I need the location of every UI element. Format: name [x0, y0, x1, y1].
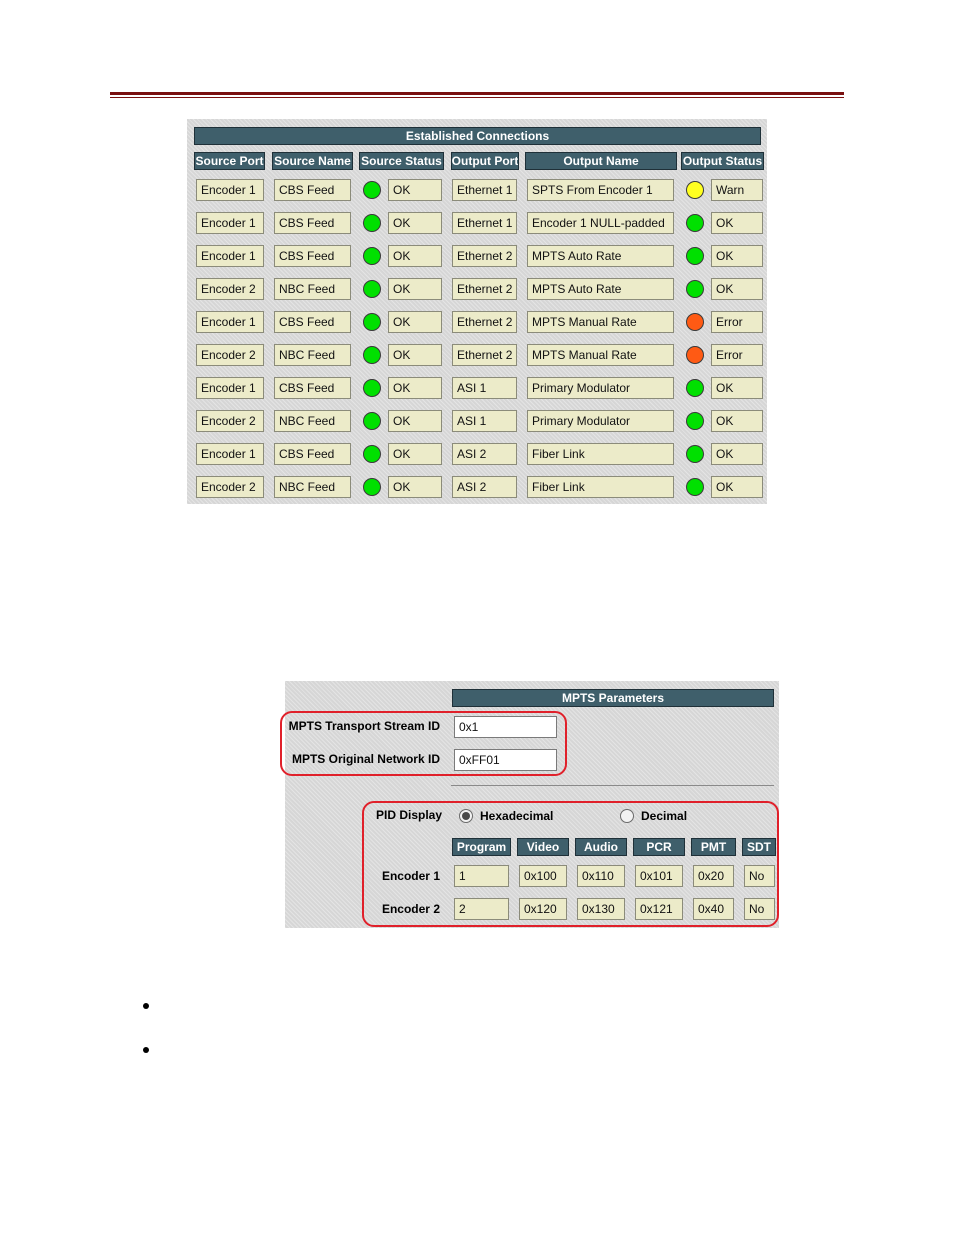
source-status-field: OK: [388, 476, 442, 498]
mpts-separator: [451, 785, 774, 786]
output-status-led-icon: [686, 247, 704, 265]
pid-pcr-field[interactable]: 0x101: [635, 865, 683, 887]
source-status-field: OK: [388, 212, 442, 234]
source-status-led-icon: [363, 379, 381, 397]
output-port-field: ASI 1: [452, 410, 517, 432]
source-status-led-icon: [363, 214, 381, 232]
pid-table-highlight: [362, 801, 779, 927]
pid-video-field[interactable]: 0x100: [519, 865, 567, 887]
transport-stream-id-input[interactable]: 0x1: [454, 716, 557, 738]
transport-stream-id-label: MPTS Transport Stream ID: [288, 719, 440, 733]
output-status-led-icon: [686, 214, 704, 232]
pid-video-field[interactable]: 0x120: [519, 898, 567, 920]
source-port-field: Encoder 2: [196, 278, 264, 300]
output-port-field: Ethernet 1: [452, 212, 517, 234]
source-port-field: Encoder 1: [196, 245, 264, 267]
column-header-output-status: Output Status: [682, 154, 763, 168]
original-network-id-input[interactable]: 0xFF01: [454, 749, 557, 771]
source-port-field: Encoder 1: [196, 179, 264, 201]
decimal-label: Decimal: [641, 809, 688, 823]
source-status-led-icon: [363, 346, 381, 364]
pid-pmt-field[interactable]: 0x40: [693, 898, 734, 920]
source-name-field: NBC Feed: [274, 344, 351, 366]
source-name-field: CBS Feed: [274, 443, 351, 465]
output-status-led-icon: [686, 445, 704, 463]
column-header-source-port: Source Port: [195, 154, 264, 168]
source-name-field: CBS Feed: [274, 179, 351, 201]
output-status-led-icon: [686, 346, 704, 364]
output-status-field: OK: [711, 443, 763, 465]
pid-column-header-pcr: PCR: [633, 838, 685, 856]
output-port-field: Ethernet 2: [452, 344, 517, 366]
pid-pmt-field[interactable]: 0x20: [693, 865, 734, 887]
source-name-field: NBC Feed: [274, 476, 351, 498]
source-port-field: Encoder 1: [196, 443, 264, 465]
pid-audio-field[interactable]: 0x110: [577, 865, 625, 887]
column-header-source-name: Source Name: [272, 152, 353, 170]
output-name-field: MPTS Auto Rate: [527, 278, 674, 300]
output-name-field: MPTS Manual Rate: [527, 344, 674, 366]
source-status-led-icon: [363, 313, 381, 331]
output-status-led-icon: [686, 412, 704, 430]
encoder-label: Encoder 1: [381, 869, 440, 883]
output-name-field: Primary Modulator: [527, 410, 674, 432]
pid-column-header-audio: Audio: [575, 838, 627, 856]
output-status-field: OK: [711, 377, 763, 399]
source-status-led-icon: [363, 280, 381, 298]
pid-program-field[interactable]: 2: [454, 898, 509, 920]
output-port-field: ASI 1: [452, 377, 517, 399]
output-name-field: SPTS From Encoder 1: [527, 179, 674, 201]
source-status-field: OK: [388, 311, 442, 333]
pid-audio-field[interactable]: 0x130: [577, 898, 625, 920]
bullet-point: [143, 1003, 149, 1009]
output-status-field: OK: [711, 476, 763, 498]
output-port-field: Ethernet 2: [452, 278, 517, 300]
pid-column-header-sdt: SDT: [742, 838, 776, 856]
source-status-field: OK: [388, 278, 442, 300]
output-port-field: Ethernet 2: [452, 245, 517, 267]
output-name-field: Primary Modulator: [527, 377, 674, 399]
source-status-led-icon: [363, 181, 381, 199]
pid-column-header-pmt: PMT: [691, 838, 736, 856]
source-port-field: Encoder 2: [196, 476, 264, 498]
pid-column-header-video: Video: [517, 838, 569, 856]
header-rule-thin: [110, 97, 844, 98]
source-name-field: NBC Feed: [274, 410, 351, 432]
stream-ids-highlight: [280, 711, 567, 776]
source-status-field: OK: [388, 377, 442, 399]
source-status-field: OK: [388, 443, 442, 465]
output-status-field: Error: [711, 311, 763, 333]
source-name-field: CBS Feed: [274, 311, 351, 333]
source-port-field: Encoder 1: [196, 212, 264, 234]
source-status-field: OK: [388, 245, 442, 267]
output-name-field: MPTS Auto Rate: [527, 245, 674, 267]
output-status-led-icon: [686, 379, 704, 397]
mpts-parameters-title: MPTS Parameters: [452, 689, 774, 707]
source-port-field: Encoder 2: [196, 344, 264, 366]
output-port-field: Ethernet 1: [452, 179, 517, 201]
output-name-field: Fiber Link: [527, 476, 674, 498]
output-name-field: Encoder 1 NULL-padded: [527, 212, 674, 234]
bullet-point: [143, 1047, 149, 1053]
source-status-led-icon: [363, 247, 381, 265]
pid-program-field[interactable]: 1: [454, 865, 509, 887]
column-header-output-name: Output Name: [525, 152, 677, 170]
source-port-field: Encoder 2: [196, 410, 264, 432]
output-name-field: Fiber Link: [527, 443, 674, 465]
pid-column-header-program: Program: [452, 838, 511, 856]
output-port-field: ASI 2: [452, 443, 517, 465]
output-status-field: Warn: [711, 179, 763, 201]
column-header-source-status: Source Status: [359, 152, 444, 170]
source-name-field: CBS Feed: [274, 245, 351, 267]
output-status-led-icon: [686, 280, 704, 298]
column-header-output-port: Output Port: [451, 154, 519, 168]
output-status-field: OK: [711, 278, 763, 300]
output-port-field: Ethernet 2: [452, 311, 517, 333]
source-status-field: OK: [388, 179, 442, 201]
output-name-field: MPTS Manual Rate: [527, 311, 674, 333]
pid-display-label: PID Display: [376, 808, 443, 822]
hexadecimal-label: Hexadecimal: [480, 809, 554, 823]
source-status-field: OK: [388, 410, 442, 432]
encoder-label: Encoder 2: [381, 902, 440, 916]
output-status-field: OK: [711, 212, 763, 234]
output-status-led-icon: [686, 313, 704, 331]
output-port-field: ASI 2: [452, 476, 517, 498]
pid-sdt-field[interactable]: No: [744, 898, 775, 920]
original-network-id-label: MPTS Original Network ID: [291, 752, 440, 766]
source-name-field: CBS Feed: [274, 212, 351, 234]
source-port-field: Encoder 1: [196, 377, 264, 399]
output-status-led-icon: [686, 181, 704, 199]
output-status-field: OK: [711, 410, 763, 432]
source-status-led-icon: [363, 412, 381, 430]
source-name-field: NBC Feed: [274, 278, 351, 300]
source-port-field: Encoder 1: [196, 311, 264, 333]
output-status-led-icon: [686, 478, 704, 496]
established-connections-title: Established Connections: [194, 127, 761, 145]
header-rule-thick: [110, 92, 844, 95]
source-status-led-icon: [363, 445, 381, 463]
pid-sdt-field[interactable]: No: [744, 865, 775, 887]
source-status-field: OK: [388, 344, 442, 366]
output-status-field: Error: [711, 344, 763, 366]
source-name-field: CBS Feed: [274, 377, 351, 399]
source-status-led-icon: [363, 478, 381, 496]
pid-pcr-field[interactable]: 0x121: [635, 898, 683, 920]
output-status-field: OK: [711, 245, 763, 267]
